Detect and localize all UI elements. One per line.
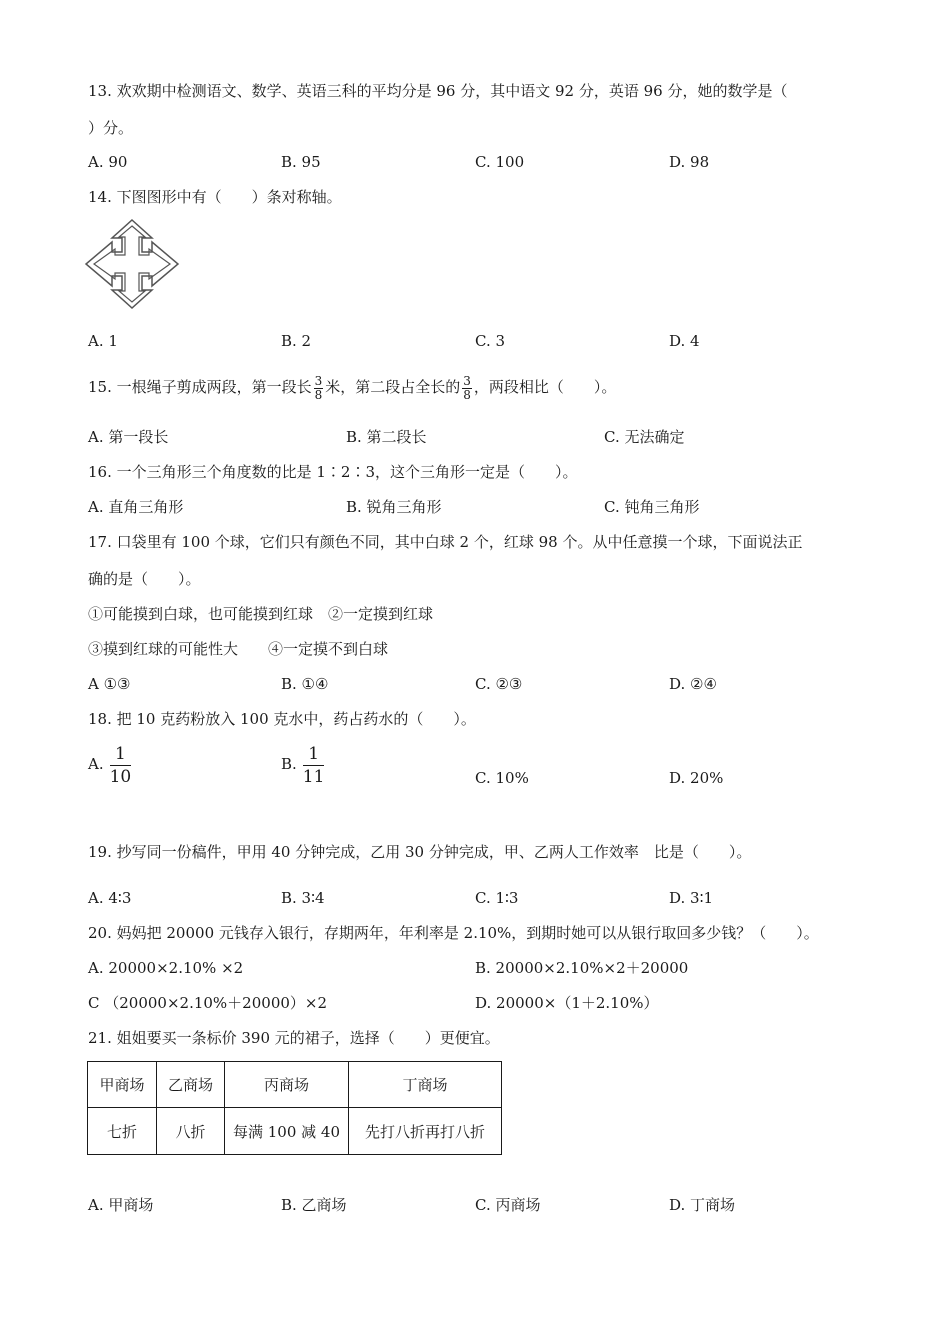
table-header-cell: 丁商场 (349, 1062, 502, 1108)
q18-option-a-numerator: 1 (110, 743, 132, 766)
q18-option-b-label: B. (281, 755, 297, 773)
table-cell: 七折 (88, 1108, 157, 1155)
q19-option-c: C. 1∶3 (475, 889, 519, 907)
q15-fraction-1 (314, 375, 324, 402)
q18-stem: 18. 把 10 克药粉放入 100 克水中，药占药水的（ ）。 (88, 710, 476, 728)
four-arrow-figure (84, 218, 182, 310)
q13-option-a: A. 90 (88, 153, 128, 171)
q20-option-b: B. 20000×2.10%×2＋20000 (475, 959, 689, 977)
q19-option-d: D. 3∶1 (669, 889, 714, 907)
q15-stem-part3: ，两段相比（ ）。 (473, 378, 617, 396)
q13-option-c: C. 100 (475, 153, 525, 171)
table-cell: 八折 (157, 1108, 225, 1155)
q14-option-d: D. 4 (669, 332, 700, 350)
q18-option-b-fraction (303, 743, 325, 788)
q18-option-a-label: A. (88, 755, 104, 773)
q17-option-b: B. ①④ (281, 675, 329, 693)
q16-option-a: A. 直角三角形 (88, 498, 184, 516)
q16-stem: 16. 一个三角形三个角度数的比是 1∶2∶3，这个三角形一定是（ ）。 (88, 463, 578, 481)
q15-stem (88, 367, 616, 407)
table-header-cell: 丙商场 (225, 1062, 349, 1108)
q15-stem-part1: 15. 一根绳子剪成两段，第一段长 (88, 378, 312, 396)
q17-option-c: C. ②③ (475, 675, 523, 693)
q20-option-d: D. 20000×（1＋2.10%） (475, 994, 659, 1012)
q16-option-b: B. 锐角三角形 (346, 498, 442, 516)
q15-fraction-1-denominator: 8 (314, 387, 323, 402)
q17-option-a: A ①③ (88, 675, 131, 693)
q18-option-c: C. 10% (475, 769, 529, 787)
q15-fraction-2 (462, 375, 472, 402)
q14-stem: 14. 下图图形中有（ ）条对称轴。 (88, 188, 342, 206)
q18-option-b-numerator: 1 (303, 743, 325, 766)
q13-option-d: D. 98 (669, 153, 710, 171)
q18-option-a-fraction (110, 743, 132, 788)
q17-statements-1-2: ①可能摸到白球，也可能摸到红球 ②一定摸到红球 (88, 605, 434, 623)
q14-option-b: B. 2 (281, 332, 312, 350)
q14-option-a: A. 1 (88, 332, 118, 350)
q20-option-c: C （20000×2.10%＋20000）×2 (88, 994, 328, 1012)
q17-option-d: D. ②④ (669, 675, 717, 693)
q13-stem-line1: 13. 欢欢期中检测语文、数学、英语三科的平均分是 96 分，其中语文 92 分，英语 96 分，她的数学是（ (88, 82, 788, 100)
table-row (88, 1108, 502, 1155)
q15-stem-part2: 米，第二段占全长的 (325, 378, 461, 396)
q16-option-c: C. 钝角三角形 (604, 498, 700, 516)
q18-option-a (88, 741, 131, 788)
q21-option-a: A. 甲商场 (88, 1196, 154, 1214)
q15-option-c: C. 无法确定 (604, 428, 685, 446)
q18-option-b (281, 741, 324, 788)
q15-fraction-2-numerator: 3 (463, 373, 471, 388)
q18-option-b-denominator: 11 (302, 766, 325, 787)
table-header-cell: 乙商场 (157, 1062, 225, 1108)
q13-stem-line2: ）分。 (88, 119, 134, 137)
table-header-row (88, 1062, 502, 1108)
q19-stem: 19. 抄写同一份稿件，甲用 40 分钟完成，乙用 30 分钟完成，甲、乙两人工作效率 比是（ ）。 (88, 843, 752, 861)
q19-option-a: A. 4∶3 (88, 889, 132, 907)
q17-stem-line2: 确的是（ ）。 (88, 570, 201, 588)
q15-option-a: A. 第一段长 (88, 428, 169, 446)
mall-discount-table (87, 1061, 502, 1155)
table-cell: 每满 100 减 40 (225, 1108, 349, 1155)
table-cell: 先打八折再打八折 (349, 1108, 502, 1155)
q13-option-b: B. 95 (281, 153, 321, 171)
q15-fraction-2-denominator: 8 (463, 387, 471, 402)
q21-stem: 21. 姐姐要买一条标价 390 元的裙子，选择（ ）更便宜。 (88, 1029, 500, 1047)
q15-option-b: B. 第二段长 (346, 428, 427, 446)
q17-stem-line1: 17. 口袋里有 100 个球，它们只有颜色不同，其中白球 2 个，红球 98 个。从中任意摸一个球，下面说法正 (88, 533, 803, 551)
q14-option-c: C. 3 (475, 332, 506, 350)
q21-option-d: D. 丁商场 (669, 1196, 736, 1214)
q15-fraction-1-numerator: 3 (314, 373, 323, 388)
q20-stem: 20. 妈妈把 20000 元钱存入银行，存期两年，年利率是 2.10%，到期时她可以从银行取回多少钱？（ ）。 (88, 924, 819, 942)
q21-option-c: C. 丙商场 (475, 1196, 541, 1214)
q18-option-a-denominator: 10 (109, 766, 132, 787)
q20-option-a: A. 20000×2.10% ×2 (88, 959, 244, 977)
q18-option-d: D. 20% (669, 769, 724, 787)
q17-statements-3-4: ③摸到红球的可能性大 ④一定摸不到白球 (88, 640, 389, 658)
q19-option-b: B. 3∶4 (281, 889, 325, 907)
q21-option-b: B. 乙商场 (281, 1196, 347, 1214)
table-header-cell: 甲商场 (88, 1062, 157, 1108)
